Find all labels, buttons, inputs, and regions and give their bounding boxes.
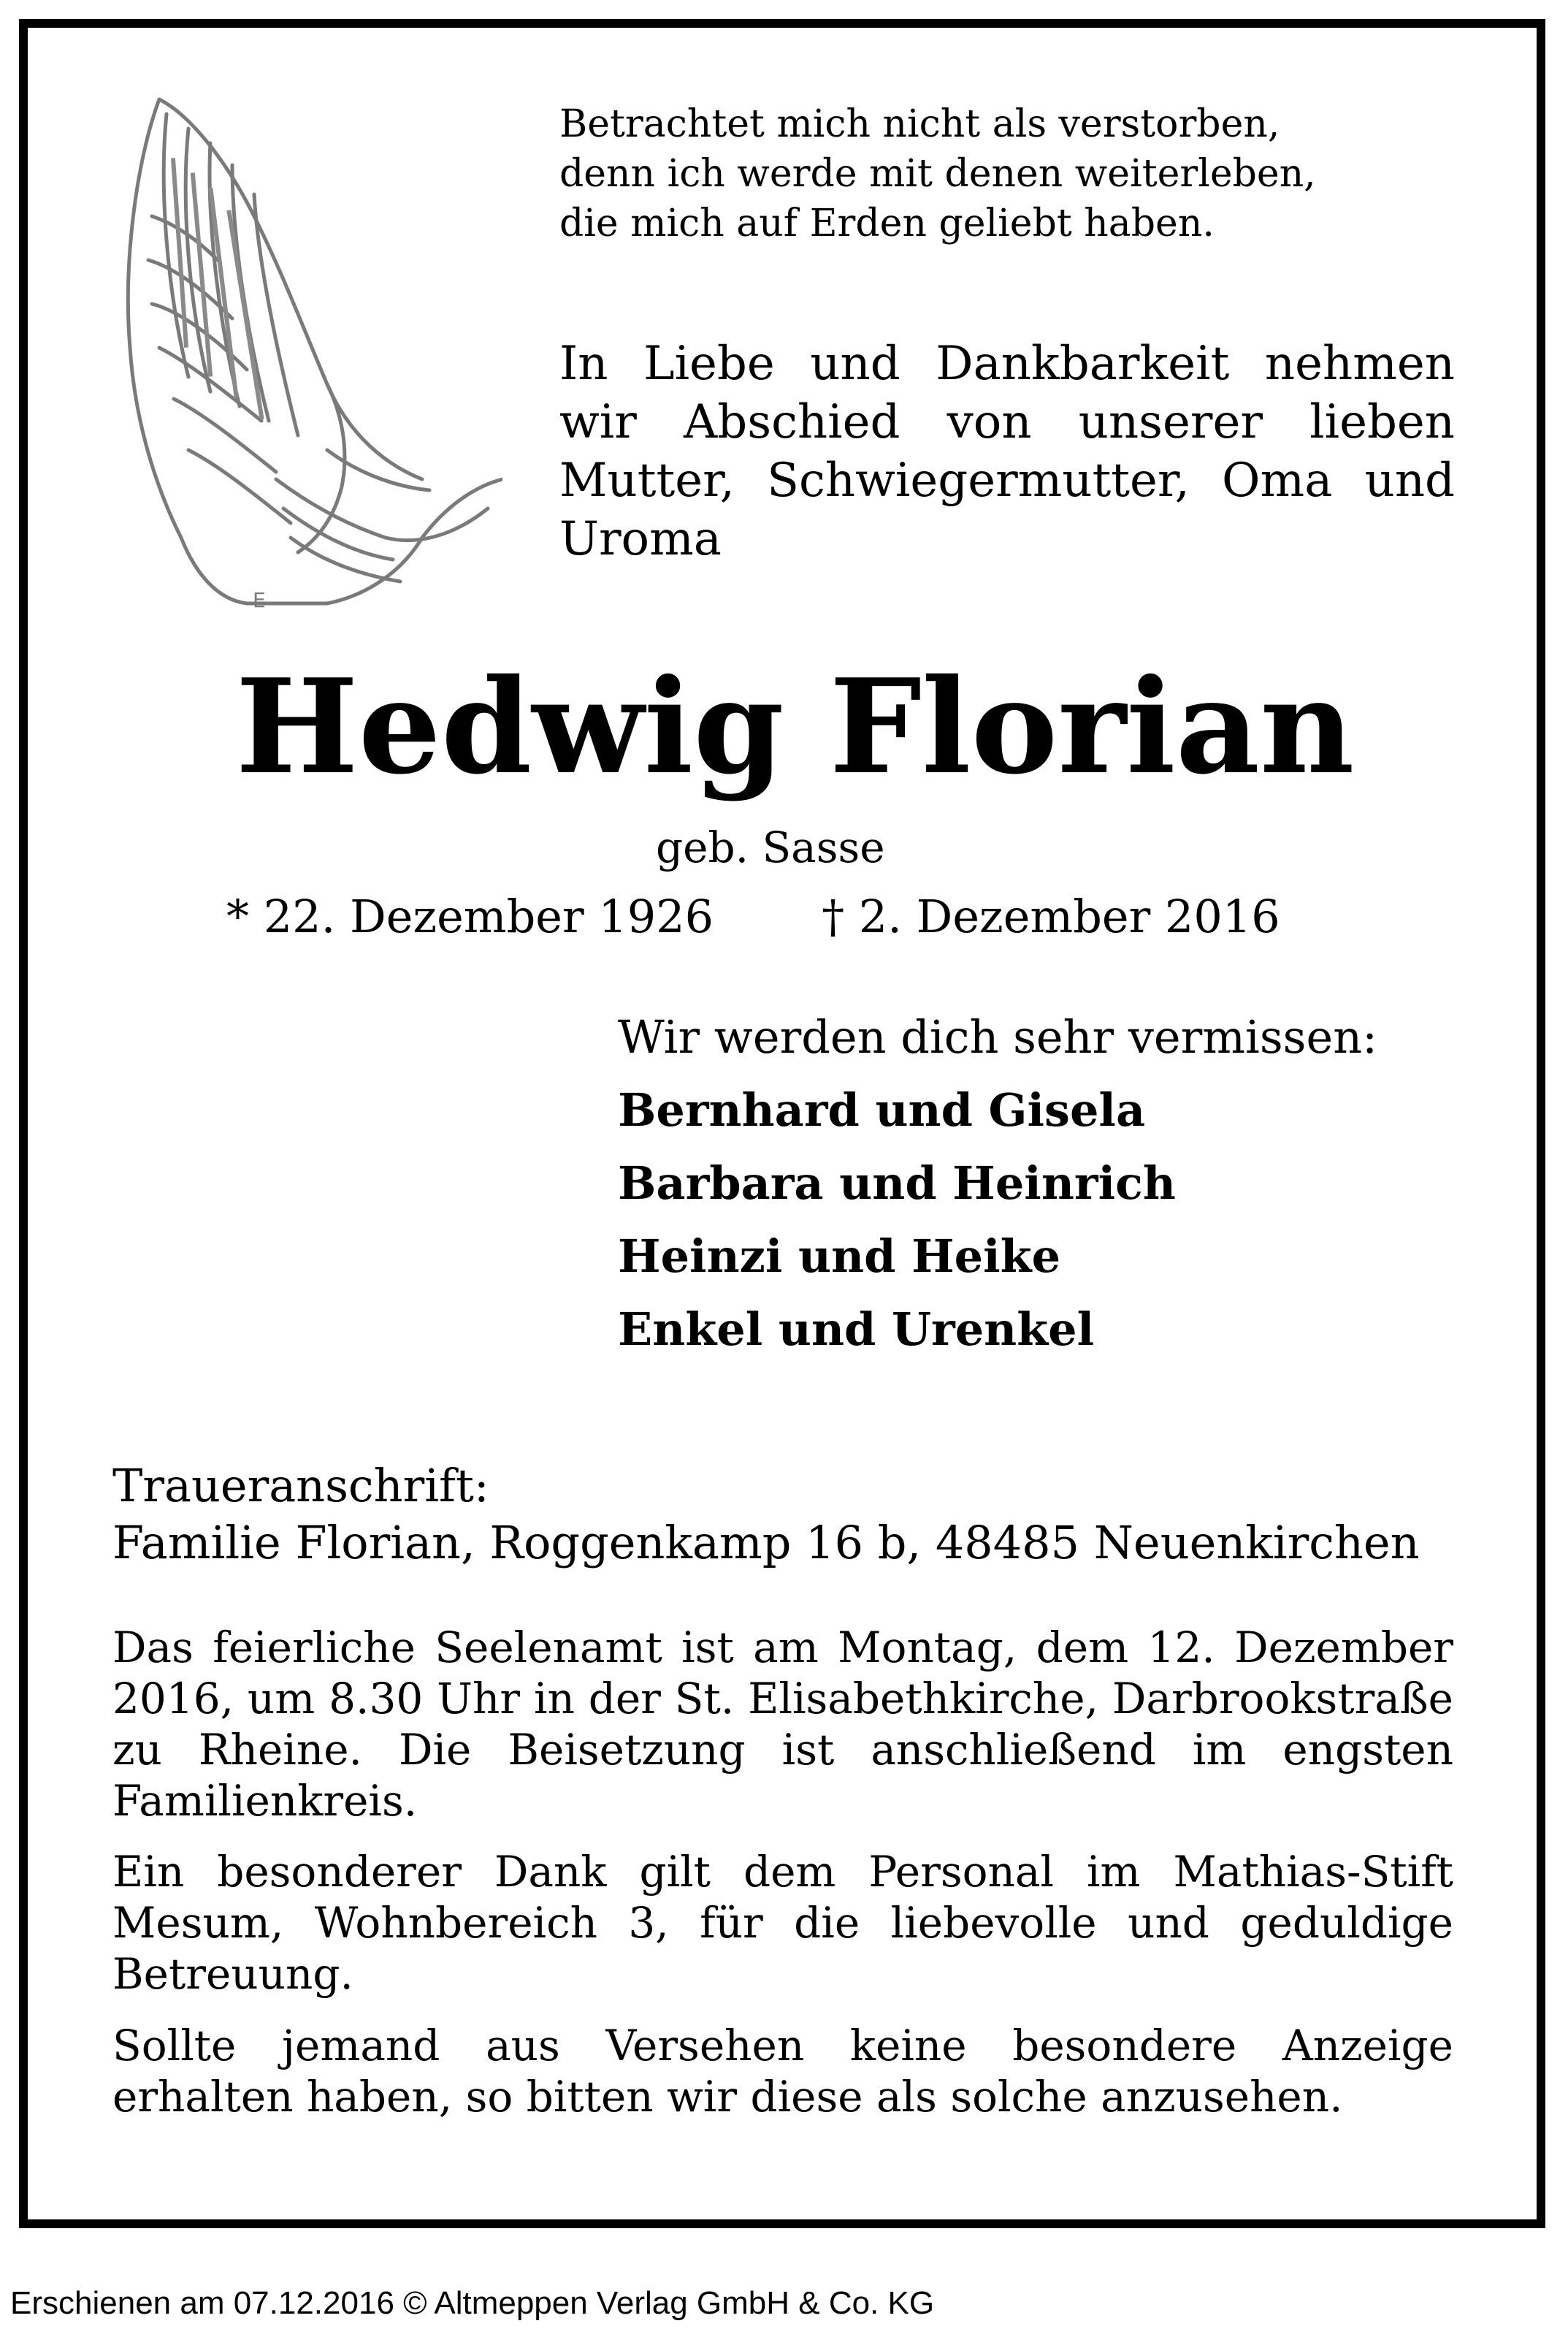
praying-hands-icon <box>108 70 502 618</box>
address-line: Familie Florian, Roggenkamp 16 b, 48485 Neuenkirchen <box>112 1516 1420 1569</box>
intro-text: In Liebe und Dankbarkeit nehmen wir Abschied von unserer lieben Mutter, Schwiegermutter, Oma und Uroma <box>559 337 1455 566</box>
poem <box>559 99 1465 248</box>
life-dates <box>226 888 1280 946</box>
notice-paragraph: Sollte jemand aus Versehen keine besondere Anzeige erhalten haben, so bitten wir diese als solche anzusehen. <box>112 2021 1453 2122</box>
mourner-family: Barbara und Heinrich <box>618 1156 1176 1210</box>
publication-footer: Erschienen am 07.12.2016 © Altmeppen Verlag GmbH & Co. KG <box>10 2285 935 2321</box>
death-date: † 2. Dezember 2016 <box>822 890 1280 943</box>
svg-text:E: E <box>253 588 266 612</box>
mourners <box>618 1001 1377 1366</box>
poem-line: die mich auf Erden geliebt haben. <box>559 202 1215 245</box>
thanks-paragraph: Ein besonderer Dank gilt dem Personal im Mathias-Stift Mesum, Wohnbereich 3, für die liebevolle und geduldige Betreuung. <box>112 1847 1453 1999</box>
mourner-family: Bernhard und Gisela <box>618 1083 1146 1137</box>
poem-line: Betrachtet mich nicht als verstorben, <box>559 102 1280 146</box>
address-label: Traueranschrift: <box>112 1459 489 1512</box>
maiden-name: geb. Sasse <box>656 823 885 872</box>
deceased-name: Hedwig Florian <box>235 650 1355 803</box>
mourner-family: Enkel und Urenkel <box>618 1303 1095 1356</box>
poem-line: denn ich werde mit denen weiterleben, <box>559 152 1316 196</box>
service-paragraph: Das feierliche Seelenamt ist am Montag, dem 12. Dezember 2016, um 8.30 Uhr in der St. Elisabethkirche, Darbrookstraße zu Rheine. Die Beisetzung ist anschließend im engsten Familienkreis. <box>112 1623 1453 1826</box>
birth-date: * 22. Dezember 1926 <box>226 890 714 943</box>
mourners-heading: Wir werden dich sehr vermissen: <box>618 1010 1378 1064</box>
mourner-family: Heinzi und Heike <box>618 1230 1061 1283</box>
mourning-address <box>112 1457 1420 1571</box>
